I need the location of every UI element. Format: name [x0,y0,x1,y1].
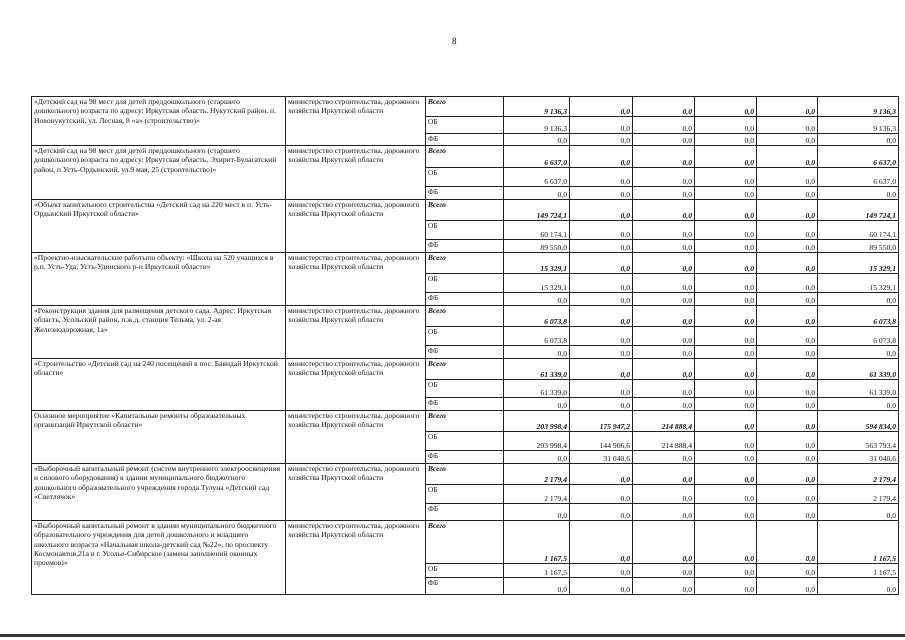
responsible-executor-cell: министерство строительства, дорожного хозяйства Иркутской области [286,521,426,595]
funding-source-label: ОБ [426,327,504,346]
amount-year-cell: 0,0 [695,411,757,432]
amount-year-cell: 2 179,4 [504,485,570,504]
table-row-total [32,359,899,380]
amount-year-cell: 0,0 [633,200,695,221]
funding-source-label: ОБ [426,564,504,578]
funding-source-label: ФБ [426,504,504,521]
amount-year-cell: 15 329,1 [504,253,570,274]
amount-year-cell: 0,0 [757,293,818,306]
object-name-cell: «Реконструкция здания для размещения детского сада. Адрес: Иркутская область, Усольский район, п.ж.д. станция Тельма, ул. 2-ая Железнодорожная, 1а» [32,306,286,359]
amount-year-cell: 0,0 [695,117,757,134]
responsible-executor-cell: министерство строительства, дорожного хозяйства Иркутской области [286,359,426,411]
funding-source-label: Всего [426,253,504,274]
funding-source-label: Всего [426,359,504,380]
amount-year-cell: 0,0 [570,485,633,504]
amount-year-cell: 0,0 [570,117,633,134]
amount-year-cell: 60 174,1 [504,221,570,240]
amount-total-cell: 149 724,1 [818,200,899,221]
funding-source-label: ОБ [426,380,504,398]
amount-year-cell: 0,0 [633,380,695,398]
funding-source-label: Всего [426,200,504,221]
amount-year-cell: 0,0 [633,221,695,240]
funding-source-label: ФБ [426,346,504,359]
object-name-cell: «Выборочный капитальный ремонт в здании муниципального бюджетного образовательного учреждения для детей дошкольного и младшего школьного возраста «Начальная школа-детский сад №22», по проспекту Космонавтов,21а в г. Усолье-Сибирское (замена заполнений оконных проемов)» [32,521,286,595]
amount-year-cell: 0,0 [695,187,757,200]
amount-year-cell: 0,0 [757,240,818,253]
funding-source-label: ОБ [426,117,504,134]
funding-source-label: Всего [426,464,504,485]
table-row-total [32,521,899,564]
amount-year-cell: 0,0 [757,398,818,411]
amount-total-cell: 1 167,5 [818,564,899,578]
amount-year-cell: 0,0 [757,504,818,521]
amount-total-cell: 61 339,0 [818,380,899,398]
amount-total-cell: 1 167,5 [818,521,899,564]
amount-year-cell: 0,0 [570,521,633,564]
funding-source-label: Всего [426,411,504,432]
amount-year-cell: 0,0 [695,200,757,221]
amount-year-cell: 0,0 [570,253,633,274]
amount-year-cell: 214 888,4 [633,432,695,451]
amount-year-cell: 0,0 [633,97,695,117]
amount-year-cell: 0,0 [695,359,757,380]
amount-year-cell: 0,0 [633,504,695,521]
amount-year-cell: 175 947,2 [570,411,633,432]
amount-total-cell: 60 174,1 [818,221,899,240]
responsible-executor-cell: министерство строительства, дорожного хозяйства Иркутской области [286,200,426,253]
amount-total-cell: 594 834,0 [818,411,899,432]
funding-source-label: ФБ [426,578,504,595]
responsible-executor-cell: министерство строительства, дорожного хозяйства Иркутской области [286,146,426,200]
funding-source-label: ОБ [426,432,504,451]
amount-year-cell: 0,0 [570,134,633,146]
table-row-total [32,97,899,117]
amount-year-cell: 0,0 [633,485,695,504]
amount-total-cell: 61 339,0 [818,359,899,380]
amount-year-cell: 0,0 [633,346,695,359]
amount-year-cell: 0,0 [570,346,633,359]
amount-year-cell: 149 724,1 [504,200,570,221]
funding-source-label: ФБ [426,451,504,464]
object-name-cell: «Объект капитального строительства «Детский сад на 220 мест в п. Усть-Ордынский Иркутской области» [32,200,286,253]
object-name-cell: «Строительство «Детский сад на 240 посещений в пос. Баяндай Иркутской области» [32,359,286,411]
amount-year-cell: 0,0 [570,293,633,306]
amount-year-cell: 6 637,0 [504,146,570,168]
budget-table [31,96,899,595]
responsible-executor-cell: министерство строительства, дорожного хозяйства Иркутской области [286,253,426,306]
amount-year-cell: 0,0 [757,521,818,564]
object-name-cell: «Детский сад на 98 мест для детей преддошкольного (старшего дошкольного) возраста по адресу: Иркутская область, Эхирит-Булагатский район, п.Усть-Ордынский, ул.9 мая, 25 (строительство)» [32,146,286,200]
funding-source-label: ОБ [426,168,504,187]
amount-year-cell: 0,0 [695,564,757,578]
amount-total-cell: 2 179,4 [818,485,899,504]
amount-year-cell: 0,0 [504,451,570,464]
amount-year-cell: 0,0 [570,564,633,578]
amount-year-cell: 0,0 [570,504,633,521]
amount-year-cell: 0,0 [633,253,695,274]
amount-year-cell: 0,0 [633,578,695,595]
amount-year-cell: 0,0 [757,306,818,327]
table-row-total [32,306,899,327]
object-name-cell: «Детский сад на 98 мест для детей преддошкольного (старшего дошкольного) возраста по адресу: Иркутская область, Нукутский район, п. Новонукутский, ул. Лесная, 8 «а» (строительство)» [32,97,286,146]
amount-year-cell: 144 906,6 [570,432,633,451]
amount-year-cell: 0,0 [695,451,757,464]
amount-year-cell: 0,0 [633,327,695,346]
amount-year-cell: 0,0 [695,504,757,521]
amount-year-cell: 0,0 [757,380,818,398]
amount-year-cell: 0,0 [570,398,633,411]
amount-year-cell: 0,0 [695,293,757,306]
table-row-total [32,146,899,168]
amount-year-cell: 0,0 [757,168,818,187]
amount-year-cell: 0,0 [695,274,757,293]
amount-year-cell: 0,0 [570,380,633,398]
amount-year-cell: 0,0 [757,146,818,168]
amount-year-cell: 0,0 [695,97,757,117]
funding-source-label: ОБ [426,274,504,293]
amount-year-cell: 0,0 [695,346,757,359]
amount-year-cell: 0,0 [695,253,757,274]
amount-year-cell: 0,0 [633,293,695,306]
amount-year-cell: 6 073,8 [504,327,570,346]
table-row-total [32,464,899,485]
amount-year-cell: 0,0 [757,327,818,346]
amount-total-cell: 2 179,4 [818,464,899,485]
amount-year-cell: 0,0 [504,134,570,146]
amount-year-cell: 0,0 [695,327,757,346]
table-row-total [32,411,899,432]
amount-total-cell: 6 637,0 [818,168,899,187]
amount-year-cell: 214 888,4 [633,411,695,432]
page-number: 8 [452,36,457,46]
amount-year-cell: 0,0 [570,221,633,240]
amount-year-cell: 0,0 [695,521,757,564]
object-name-cell: «Выборочный капитальный ремонт (систем внутреннего электроосвещения и силового оборудования) в здании муниципального бюджетного дошкольного образовательного учреждения города Тулуна «Детский сад «Светлячок» [32,464,286,521]
amount-year-cell: 0,0 [757,187,818,200]
amount-year-cell: 0,0 [757,274,818,293]
responsible-executor-cell: министерство строительства, дорожного хозяйства Иркутской области [286,411,426,464]
amount-year-cell: 61 339,0 [504,359,570,380]
amount-year-cell: 0,0 [695,306,757,327]
amount-year-cell: 0,0 [633,464,695,485]
amount-year-cell: 0,0 [633,451,695,464]
amount-year-cell: 0,0 [570,578,633,595]
amount-total-cell: 15 329,1 [818,253,899,274]
amount-year-cell: 6 637,0 [504,168,570,187]
funding-source-label: Всего [426,521,504,564]
amount-total-cell: 563 793,4 [818,432,899,451]
amount-year-cell: 0,0 [570,97,633,117]
funding-source-label: ОБ [426,485,504,504]
amount-year-cell: 0,0 [695,146,757,168]
amount-total-cell: 89 550,0 [818,240,899,253]
amount-total-cell: 0,0 [818,578,899,595]
amount-year-cell: 0,0 [695,432,757,451]
amount-year-cell: 0,0 [757,578,818,595]
table-row-total [32,200,899,221]
amount-year-cell: 0,0 [633,274,695,293]
amount-year-cell: 0,0 [757,97,818,117]
amount-year-cell: 0,0 [570,274,633,293]
amount-year-cell: 0,0 [633,187,695,200]
amount-year-cell: 0,0 [695,240,757,253]
amount-year-cell: 6 073,8 [504,306,570,327]
amount-year-cell: 0,0 [695,398,757,411]
amount-year-cell: 0,0 [570,168,633,187]
amount-year-cell: 0,0 [757,564,818,578]
amount-year-cell: 0,0 [695,485,757,504]
funding-source-label: ФБ [426,293,504,306]
amount-year-cell: 0,0 [570,359,633,380]
amount-year-cell: 2 179,4 [504,464,570,485]
amount-year-cell: 0,0 [504,293,570,306]
amount-year-cell: 0,0 [757,117,818,134]
amount-year-cell: 15 329,1 [504,274,570,293]
table-body [32,97,899,595]
amount-total-cell: 31 040,6 [818,451,899,464]
amount-year-cell: 0,0 [757,346,818,359]
amount-year-cell: 0,0 [757,200,818,221]
amount-year-cell: 0,0 [695,168,757,187]
funding-source-label: Всего [426,306,504,327]
amount-year-cell: 0,0 [633,564,695,578]
amount-year-cell: 0,0 [757,134,818,146]
amount-year-cell: 0,0 [695,578,757,595]
page-bottom-edge [0,634,905,637]
amount-year-cell: 0,0 [757,432,818,451]
amount-year-cell: 0,0 [757,485,818,504]
amount-total-cell: 9 136,3 [818,117,899,134]
amount-year-cell: 0,0 [695,464,757,485]
amount-year-cell: 0,0 [504,504,570,521]
responsible-executor-cell: министерство строительства, дорожного хозяйства Иркутской области [286,306,426,359]
responsible-executor-cell: министерство строительства, дорожного хозяйства Иркутской области [286,97,426,146]
amount-year-cell: 0,0 [633,521,695,564]
amount-year-cell: 0,0 [570,306,633,327]
amount-total-cell: 6 073,8 [818,327,899,346]
amount-year-cell: 0,0 [633,168,695,187]
amount-year-cell: 0,0 [633,146,695,168]
amount-year-cell: 0,0 [695,221,757,240]
amount-total-cell: 15 329,1 [818,274,899,293]
amount-total-cell: 0,0 [818,346,899,359]
amount-total-cell: 0,0 [818,398,899,411]
funding-source-label: Всего [426,97,504,117]
amount-year-cell: 0,0 [757,464,818,485]
amount-year-cell: 0,0 [570,327,633,346]
amount-year-cell: 1 167,5 [504,521,570,564]
amount-year-cell: 0,0 [757,221,818,240]
amount-year-cell: 31 040,6 [570,451,633,464]
amount-year-cell: 0,0 [633,306,695,327]
amount-total-cell: 0,0 [818,504,899,521]
table-row-total [32,253,899,274]
amount-year-cell: 0,0 [504,578,570,595]
amount-year-cell: 0,0 [695,134,757,146]
amount-total-cell: 0,0 [818,187,899,200]
amount-total-cell: 6 073,8 [818,306,899,327]
funding-source-label: ФБ [426,134,504,146]
amount-year-cell: 0,0 [633,359,695,380]
amount-year-cell: 0,0 [633,240,695,253]
amount-total-cell: 0,0 [818,293,899,306]
amount-total-cell: 9 136,3 [818,97,899,117]
amount-year-cell: 0,0 [570,200,633,221]
object-name-cell: Основное мероприятие «Капитальные ремонты образовательных организаций Иркутской области» [32,411,286,464]
amount-year-cell: 0,0 [504,398,570,411]
funding-source-label: ФБ [426,398,504,411]
amount-year-cell: 0,0 [695,380,757,398]
amount-year-cell: 203 998,4 [504,411,570,432]
funding-source-label: Всего [426,146,504,168]
amount-year-cell: 1 167,5 [504,564,570,578]
amount-year-cell: 203 998,4 [504,432,570,451]
object-name-cell: «Проектно-изыскательские работыпо объекту: «Школа на 520 учащихся в р.п. Усть-Уда, Усть-Удинского р-н Иркутской области» [32,253,286,306]
amount-year-cell: 0,0 [633,134,695,146]
amount-year-cell: 0,0 [570,146,633,168]
funding-source-label: ФБ [426,240,504,253]
amount-year-cell: 0,0 [504,346,570,359]
funding-source-label: ФБ [426,187,504,200]
amount-year-cell: 0,0 [757,411,818,432]
amount-year-cell: 0,0 [504,187,570,200]
amount-year-cell: 0,0 [570,240,633,253]
amount-year-cell: 0,0 [757,359,818,380]
amount-year-cell: 0,0 [757,451,818,464]
amount-total-cell: 6 637,0 [818,146,899,168]
funding-source-label: ОБ [426,221,504,240]
amount-year-cell: 9 136,3 [504,97,570,117]
amount-year-cell: 9 136,3 [504,117,570,134]
amount-year-cell: 0,0 [757,253,818,274]
amount-year-cell: 0,0 [570,464,633,485]
responsible-executor-cell: министерство строительства, дорожного хозяйства Иркутской области [286,464,426,521]
amount-year-cell: 89 550,0 [504,240,570,253]
amount-year-cell: 0,0 [633,117,695,134]
amount-year-cell: 61 339,0 [504,380,570,398]
amount-year-cell: 0,0 [570,187,633,200]
amount-total-cell: 0,0 [818,134,899,146]
amount-year-cell: 0,0 [633,398,695,411]
